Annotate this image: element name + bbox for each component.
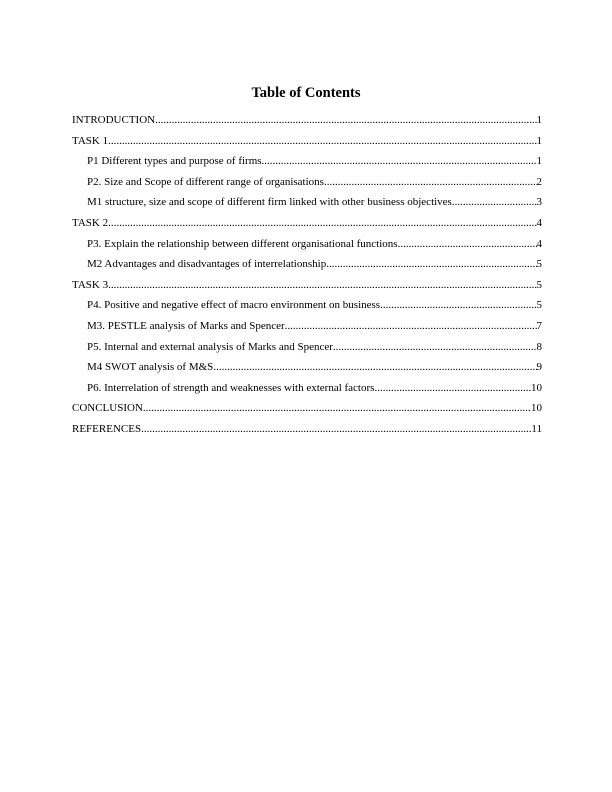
toc-dot-leader (143, 401, 531, 415)
toc-entry-references[interactable] (72, 422, 542, 443)
toc-dot-leader (108, 216, 536, 230)
toc-entry-m3[interactable] (72, 319, 542, 340)
toc-list (72, 113, 542, 443)
toc-page-number: 5 (536, 278, 542, 291)
toc-entry-label[interactable]: P6. Interrelation of strength and weaknesses with external factors (87, 381, 375, 394)
toc-dot-leader (398, 237, 537, 251)
toc-page-number: 10 (531, 402, 542, 415)
toc-page-number: 10 (531, 381, 542, 394)
toc-entry-label[interactable]: INTRODUCTION (72, 114, 156, 126)
toc-page-number: 11 (531, 422, 542, 435)
toc-entry-m2[interactable] (72, 257, 542, 278)
toc-entry-p3[interactable] (72, 237, 542, 258)
toc-entry-label[interactable]: M2 Advantages and disadvantages of interrelationship (87, 258, 327, 271)
toc-entry-label[interactable]: TASK 3 (72, 278, 109, 291)
toc-page-number: 3 (536, 196, 542, 209)
toc-page-number: 9 (536, 361, 542, 374)
toc-entry-task-3[interactable] (72, 278, 542, 299)
toc-page-number: 8 (536, 340, 542, 353)
toc-page-number: 5 (536, 258, 542, 271)
toc-page-number: 7 (536, 319, 542, 332)
toc-entry-conclusion[interactable] (72, 401, 542, 422)
toc-page-number: 4 (536, 237, 542, 250)
toc-entry-task-1[interactable] (72, 134, 542, 155)
toc-entry-p6[interactable] (72, 381, 542, 402)
toc-page-number: 1 (536, 155, 542, 168)
toc-dot-leader (262, 154, 537, 168)
toc-dot-leader (155, 113, 536, 127)
toc-entry-p4[interactable] (72, 298, 542, 319)
toc-entry-label[interactable]: P5. Internal and external analysis of Marks and Spencer (87, 340, 333, 353)
toc-entry-label[interactable]: M4 SWOT analysis of M&S (87, 361, 214, 374)
toc-entry-m4[interactable] (72, 360, 542, 381)
toc-entry-label[interactable]: REFERENCES (72, 422, 142, 435)
toc-dot-leader (333, 340, 537, 354)
toc-page-number: 5 (536, 299, 542, 312)
toc-dot-leader (141, 422, 531, 436)
toc-dot-leader (326, 257, 536, 271)
toc-entry-label[interactable]: P4. Positive and negative effect of macro environment on business (87, 299, 381, 312)
toc-entry-label[interactable]: M3. PESTLE analysis of Marks and Spencer (87, 319, 285, 332)
toc-entry-m1[interactable] (72, 195, 542, 216)
toc-dot-leader (108, 134, 536, 148)
toc-page-number: 1 (536, 114, 542, 126)
toc-entry-label[interactable]: M1 structure, size and scope of different firm linked with other business objectives (87, 196, 452, 209)
toc-entry-label[interactable]: TASK 1 (72, 134, 109, 147)
toc-entry-label[interactable]: TASK 2 (72, 216, 109, 229)
toc-entry-p1[interactable] (72, 154, 542, 175)
toc-title: Table of Contents (251, 85, 361, 101)
toc-dot-leader (380, 298, 536, 312)
toc-entry-label[interactable]: P1 Different types and purpose of firms (87, 155, 262, 168)
toc-entry-introduction[interactable] (72, 113, 542, 134)
toc-dot-leader (374, 381, 531, 395)
toc-entry-p2[interactable] (72, 175, 542, 196)
toc-page-number: 2 (536, 175, 542, 188)
toc-entry-p5[interactable] (72, 340, 542, 361)
toc-dot-leader (285, 319, 537, 333)
toc-entry-label[interactable]: P3. Explain the relationship between different organisational functions (87, 237, 398, 250)
toc-dot-leader (324, 175, 537, 189)
toc-entry-task-2[interactable] (72, 216, 542, 237)
toc-entry-label[interactable]: CONCLUSION (72, 402, 143, 415)
toc-dot-leader (452, 195, 537, 209)
toc-dot-leader (213, 360, 536, 374)
toc-dot-leader (108, 278, 536, 292)
toc-page-number: 1 (536, 134, 542, 147)
toc-entry-label[interactable]: P2. Size and Scope of different range of organisations (87, 175, 324, 188)
toc-page-number: 4 (536, 216, 542, 229)
